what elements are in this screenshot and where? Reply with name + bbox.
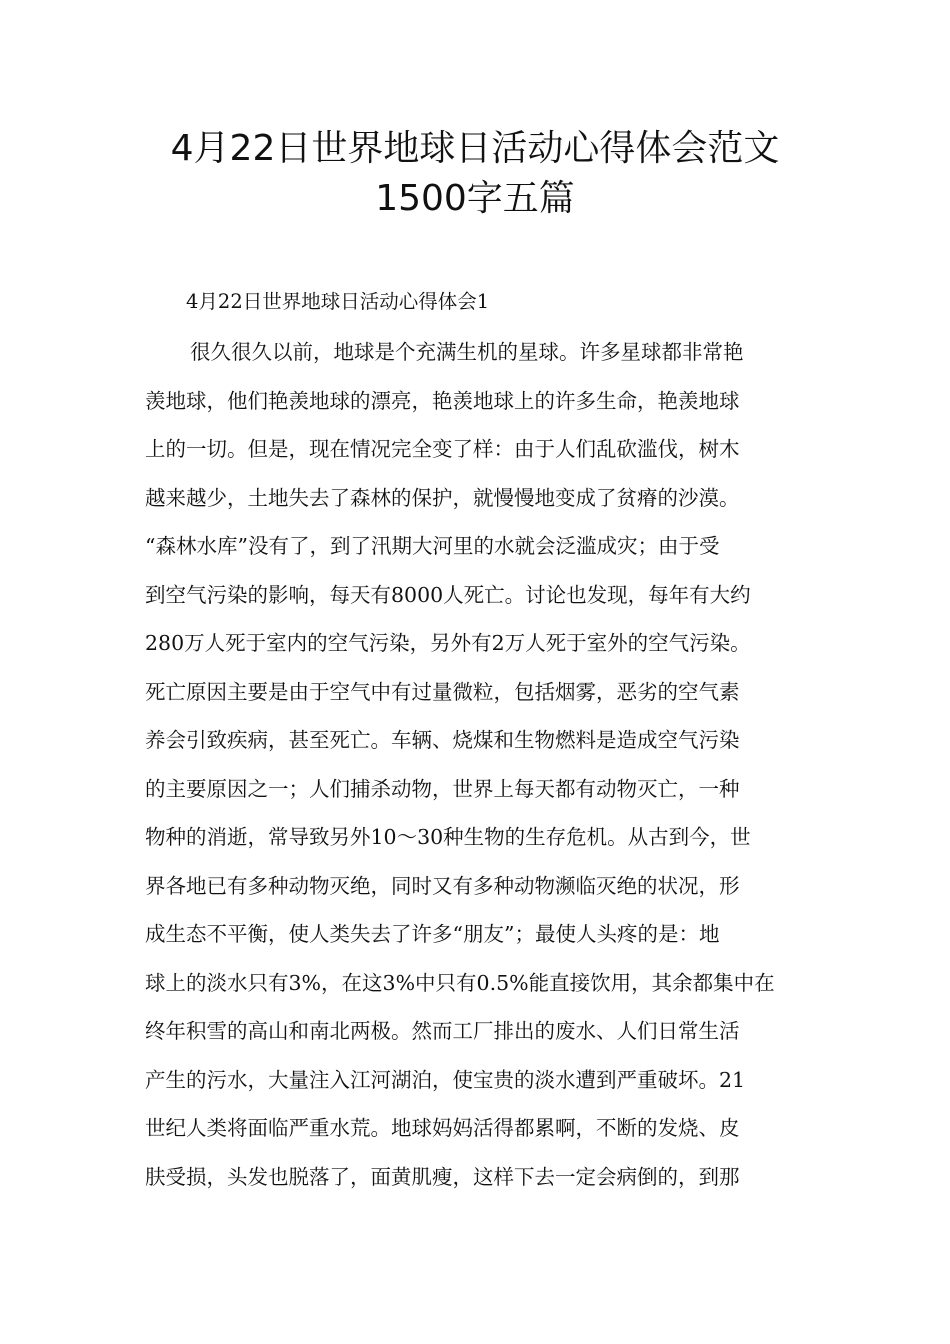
paragraph-line: 死亡原因主要是由于空气中有过量微粒，包括烟雾，恶劣的空气素: [145, 679, 740, 704]
paragraph-line: 到空气污染的影响，每天有8000人死亡。讨论也发现，每年有大约: [145, 582, 751, 607]
document-title: [0, 124, 950, 224]
paragraph-line: 越来越少，土地失去了森林的保护，就慢慢地变成了贫瘠的沙漠。: [145, 485, 740, 510]
paragraph-line: 的主要原因之一；人们捕杀动物，世界上每天都有动物灭亡，一种: [145, 776, 740, 801]
paragraph-line: 很久很久以前，地球是个充满生机的星球。许多星球都非常艳: [190, 340, 744, 364]
section-heading: 4月22日世界地球日活动心得体会1: [186, 290, 490, 313]
paragraph-line: 280万人死于室内的空气污染，另外有2万人死于室外的空气污染。: [145, 631, 751, 655]
paragraph-line: 产生的污水，大量注入江河湖泊，使宝贵的淡水遭到严重破坏。21: [145, 1067, 746, 1092]
title-line-2: 1500字五篇: [375, 178, 575, 219]
paragraph-line: 世纪人类将面临严重水荒。地球妈妈活得都累啊，不断的发烧、皮: [145, 1116, 740, 1140]
paragraph-line: 成生态不平衡，使人类失去了许多“朋友”；最使人头疼的是：地: [145, 922, 720, 946]
title-line-1: 4月22日世界地球日活动心得体会范文: [170, 128, 780, 169]
paragraph-line: 物种的消逝，常导致另外10～30种生物的生存危机。从古到今，世: [145, 825, 751, 849]
paragraph-line: 羡地球，他们艳羡地球的漂亮，艳羡地球上的许多生命，艳羡地球: [145, 388, 740, 413]
paragraph-line: 上的一切。但是，现在情况完全变了样：由于人们乱砍滥伐，树木: [145, 437, 740, 461]
paragraph-line: 养会引致疾病，甚至死亡。车辆、烧煤和生物燃料是造成空气污染: [145, 728, 740, 752]
body-paragraph: [145, 328, 825, 1201]
paragraph-line: 界各地已有多种动物灭绝，同时又有多种动物濒临灭绝的状况，形: [145, 873, 740, 898]
paragraph-line: 球上的淡水只有3%，在这3%中只有0.5%能直接饮用，其余都集中在: [145, 970, 775, 995]
paragraph-line: 肤受损，头发也脱落了，面黄肌瘦，这样下去一定会病倒的，到那: [145, 1164, 740, 1189]
paragraph-line: 终年积雪的高山和南北两极。然而工厂排出的废水、人们日常生活: [145, 1019, 740, 1043]
paragraph-line: “森林水库”没有了，到了汛期大河里的水就会泛滥成灾；由于受: [145, 534, 720, 558]
